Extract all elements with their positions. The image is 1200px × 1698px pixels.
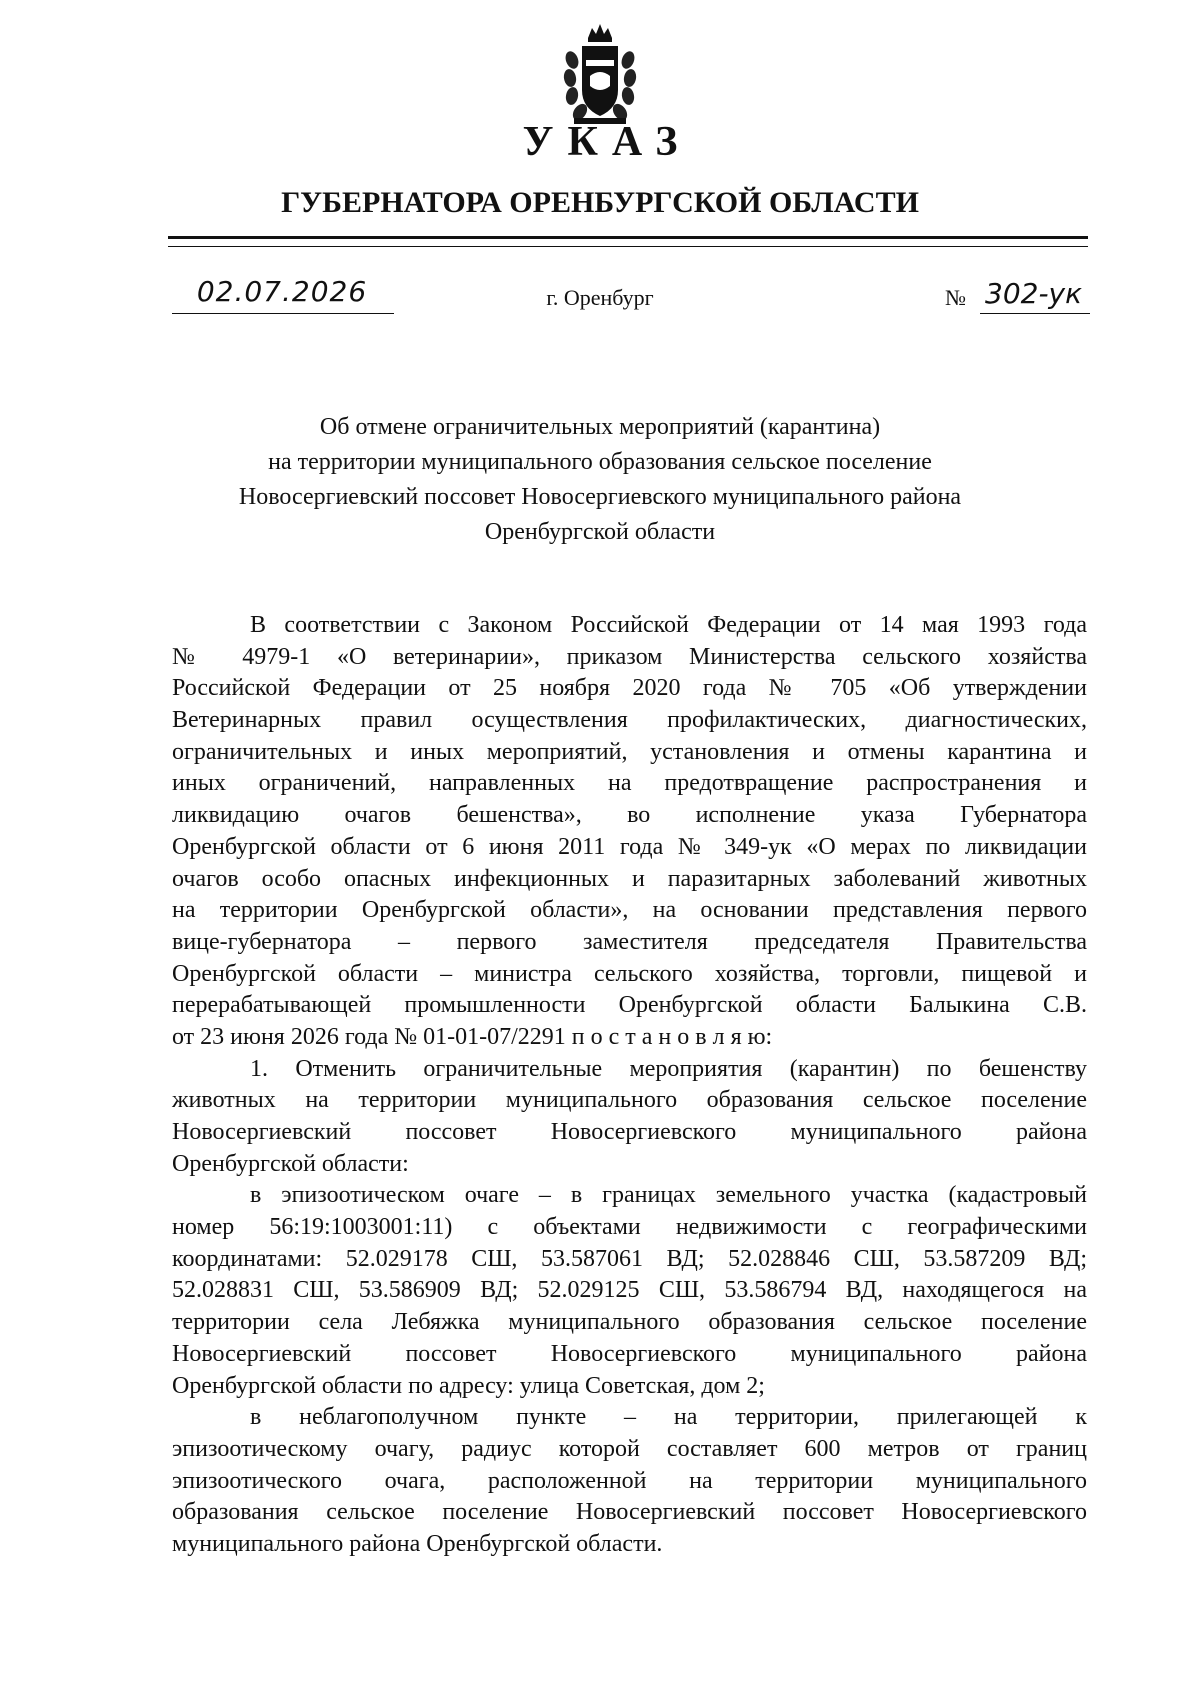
body-line: Новосергиевский поссовет Новосергиевского муниципального района — [172, 1119, 1087, 1145]
body-line: территории села Лебяжка муниципального образования сельское поселение — [172, 1309, 1087, 1336]
body-line: Оренбургской области: — [172, 1150, 409, 1177]
decree-heading — [180, 410, 1020, 550]
document-title: УКАЗ — [522, 119, 692, 165]
body-line: иных ограничений, направленных на предотвращение распространения и — [172, 770, 1087, 797]
coat-of-arms-icon — [560, 20, 640, 128]
body-line: Новосергиевский поссовет Новосергиевского муниципального района — [172, 1340, 1087, 1367]
heading-line: Новосергиевский поссовет Новосергиевского муниципального района — [238, 484, 962, 510]
document-subtitle: ГУБЕРНАТОРА ОРЕНБУРГСКОЙ ОБЛАСТИ — [281, 186, 919, 219]
body-line: на территории Оренбургской области», на основании представления первого — [172, 897, 1087, 924]
heading-line: на территории муниципального образования сельское поселение — [268, 449, 932, 475]
body-line: очагов особо опасных инфекционных и паразитарных заболеваний животных — [172, 865, 1087, 892]
body-line: перерабатывающей промышленности Оренбургской области Балыкина С.В. — [172, 992, 1087, 1019]
decree-city: г. Оренбург — [546, 285, 654, 310]
body-line: В соответствии с Законом Российской Федерации от 14 мая 1993 года — [250, 612, 1087, 638]
body-line: Оренбургской области от 6 июня 2011 года № 349-ук «О мерах по ликвидации — [172, 833, 1087, 860]
body-line: эпизоотического очага, расположенной на территории муниципального — [172, 1467, 1087, 1494]
decree-body — [172, 610, 1087, 1561]
body-line: Оренбургской области по адресу: улица Советская, дом 2; — [172, 1372, 765, 1399]
body-line: 1. Отменить ограничительные мероприятия (карантин) по бешенству — [250, 1055, 1087, 1082]
body-line: ограничительных и иных мероприятий, установления и отмены карантина и — [172, 738, 1087, 765]
body-line: в эпизоотическом очаге – в границах земельного участка (кадастровый — [250, 1182, 1087, 1209]
number-underline — [980, 313, 1090, 314]
body-line: Российской Федерации от 25 ноября 2020 года № 705 «Об утверждении — [172, 675, 1087, 702]
decree-number-label: № — [945, 285, 966, 310]
body-line: координатами: 52.029178 СШ, 53.587061 ВД; 52.028846 СШ, 53.587209 ВД; — [172, 1245, 1087, 1272]
body-line: вице-губернатора – первого заместителя председателя Правительства — [172, 928, 1087, 955]
body-line: животных на территории муниципального образования сельское поселение — [172, 1087, 1087, 1114]
decree-date: 02.07.2026 — [196, 275, 368, 308]
body-line: Ветеринарных правил осуществления профилактических, диагностических, — [172, 707, 1087, 734]
body-line: номер 56:19:1003001:11) с объектами недвижимости с географическими — [172, 1214, 1087, 1241]
decree-number: 302-ук — [985, 277, 1083, 310]
body-line: Оренбургской области – министра сельского хозяйства, торговли, пищевой и — [172, 960, 1087, 987]
body-line: муниципального района Оренбургской области. — [172, 1530, 663, 1557]
body-line: образования сельское поселение Новосергиевский поссовет Новосергиевского — [172, 1499, 1087, 1526]
body-line: эпизоотическому очагу, радиус которой составляет 600 метров от границ — [172, 1435, 1087, 1462]
body-line: в неблагополучном пункте – на территории, прилегающей к — [250, 1404, 1087, 1431]
date-underline — [172, 313, 394, 314]
body-line: от 23 июня 2026 года № 01-01-07/2291 п о с т а н о в л я ю: — [172, 1023, 773, 1050]
body-line: № 4979-1 «О ветеринарии», приказом Министерства сельского хозяйства — [172, 643, 1087, 670]
body-line: 52.028831 СШ, 53.586909 ВД; 52.029125 СШ, 53.586794 ВД, находящегося на — [172, 1277, 1087, 1304]
header-divider-thick — [168, 236, 1088, 239]
body-line: ликвидацию очагов бешенства», во исполнение указа Губернатора — [172, 802, 1087, 829]
heading-line: Об отмене ограничительных мероприятий (карантина) — [319, 414, 881, 440]
heading-line: Оренбургской области — [484, 519, 716, 545]
header-divider-thin — [168, 246, 1088, 247]
